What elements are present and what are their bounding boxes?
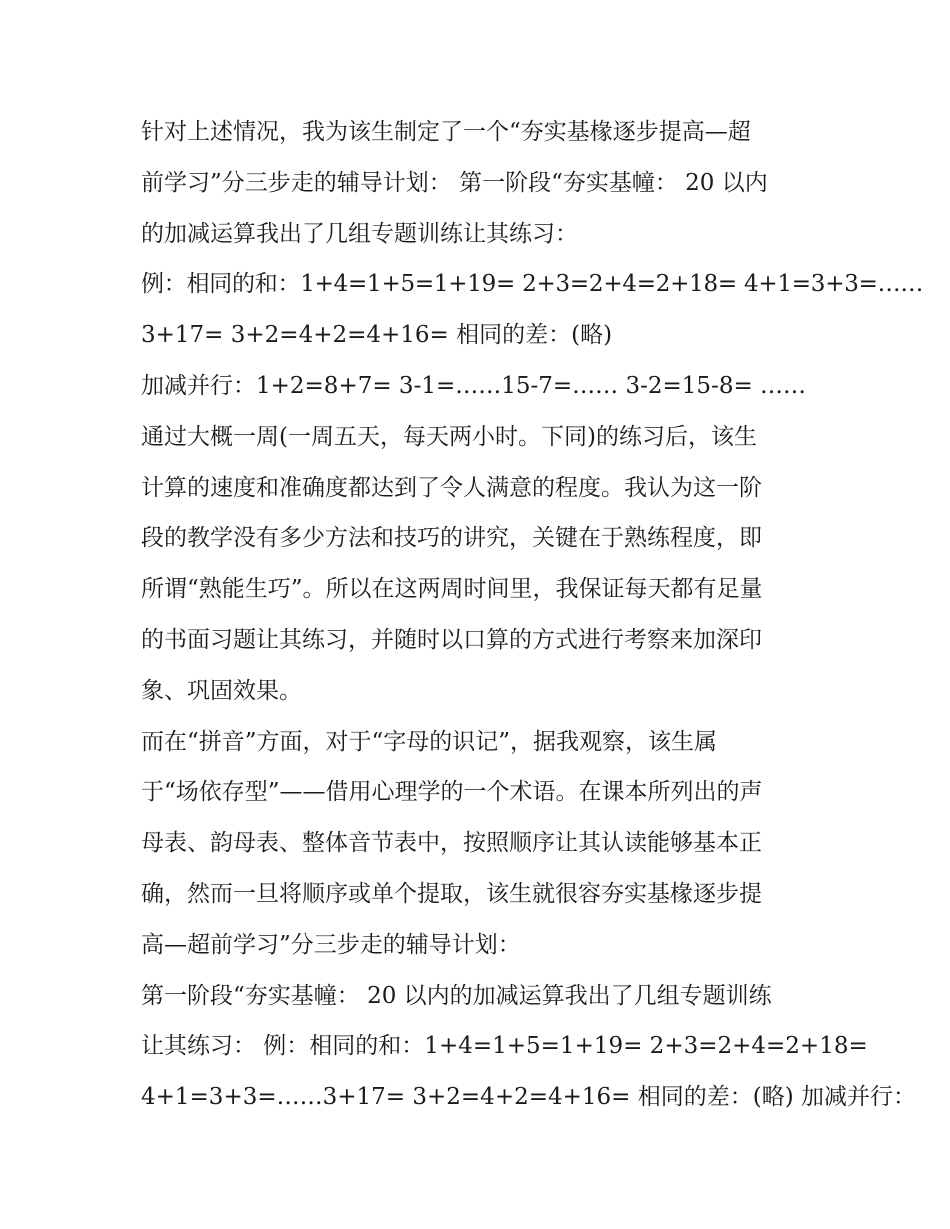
text-line: 所谓“熟能生巧”。所以在这两周时间里，我保证每天都有足量 bbox=[141, 576, 763, 603]
text-line: 3+17= 3+2=4+2=4+16= 相同的差：(略) bbox=[141, 322, 613, 349]
text-line: 象、巩固效果。 bbox=[141, 677, 302, 704]
text-line: 而在“拼音”方面，对于“字母的识记”，据我观察，该生属 bbox=[141, 728, 718, 755]
text-line: 高—超前学习”分三步走的辅导计划： bbox=[141, 931, 521, 958]
text-line: 通过大概一周(一周五天，每天两小时。下同)的练习后，该生 bbox=[141, 423, 757, 450]
text-line: 第一阶段“夯实基幢： 20 以内的加减运算我出了几组专题训练 bbox=[141, 982, 772, 1009]
text-line: 确，然而一旦将顺序或单个提取，该生就很容夯实基椽逐步提 bbox=[141, 880, 762, 907]
text-line: 例：相同的和：1+4=1+5=1+19= 2+3=2+4=2+18= 4+1=3+3=…… bbox=[141, 271, 924, 298]
text-line: 4+1=3+3=……3+17= 3+2=4+2=4+16= 相同的差：(略) 加减并行： bbox=[141, 1084, 917, 1111]
text-line: 于“场依存型”——借用心理学的一个术语。在课本所列出的声 bbox=[141, 779, 763, 806]
text-line: 的加减运算我出了几组专题训练让其练习： bbox=[141, 220, 578, 247]
text-line: 加减并行：1+2=8+7= 3-1=……15-7=…… 3-2=15-8= …… bbox=[141, 372, 807, 399]
text-line: 前学习”分三步走的辅导计划： 第一阶段“夯实基幢： 20 以内 bbox=[141, 169, 768, 196]
text-line: 母表、韵母表、整体音节表中，按照顺序让其认读能够基本正 bbox=[141, 830, 762, 857]
text-line: 让其练习： 例：相同的和：1+4=1+5=1+19= 2+3=2+4=2+18= bbox=[141, 1033, 868, 1060]
text-line: 的书面习题让其练习，并随时以口算的方式进行考察来加深印 bbox=[141, 626, 762, 653]
body-text bbox=[141, 107, 924, 1123]
text-line: 计算的速度和准确度都达到了令人满意的程度。我认为这一阶 bbox=[141, 474, 762, 501]
text-line: 段的教学没有多少方法和技巧的讲究，关键在于熟练程度，即 bbox=[141, 525, 762, 552]
text-line: 针对上述情况，我为该生制定了一个“夯实基椽逐步提高—超 bbox=[141, 119, 751, 145]
